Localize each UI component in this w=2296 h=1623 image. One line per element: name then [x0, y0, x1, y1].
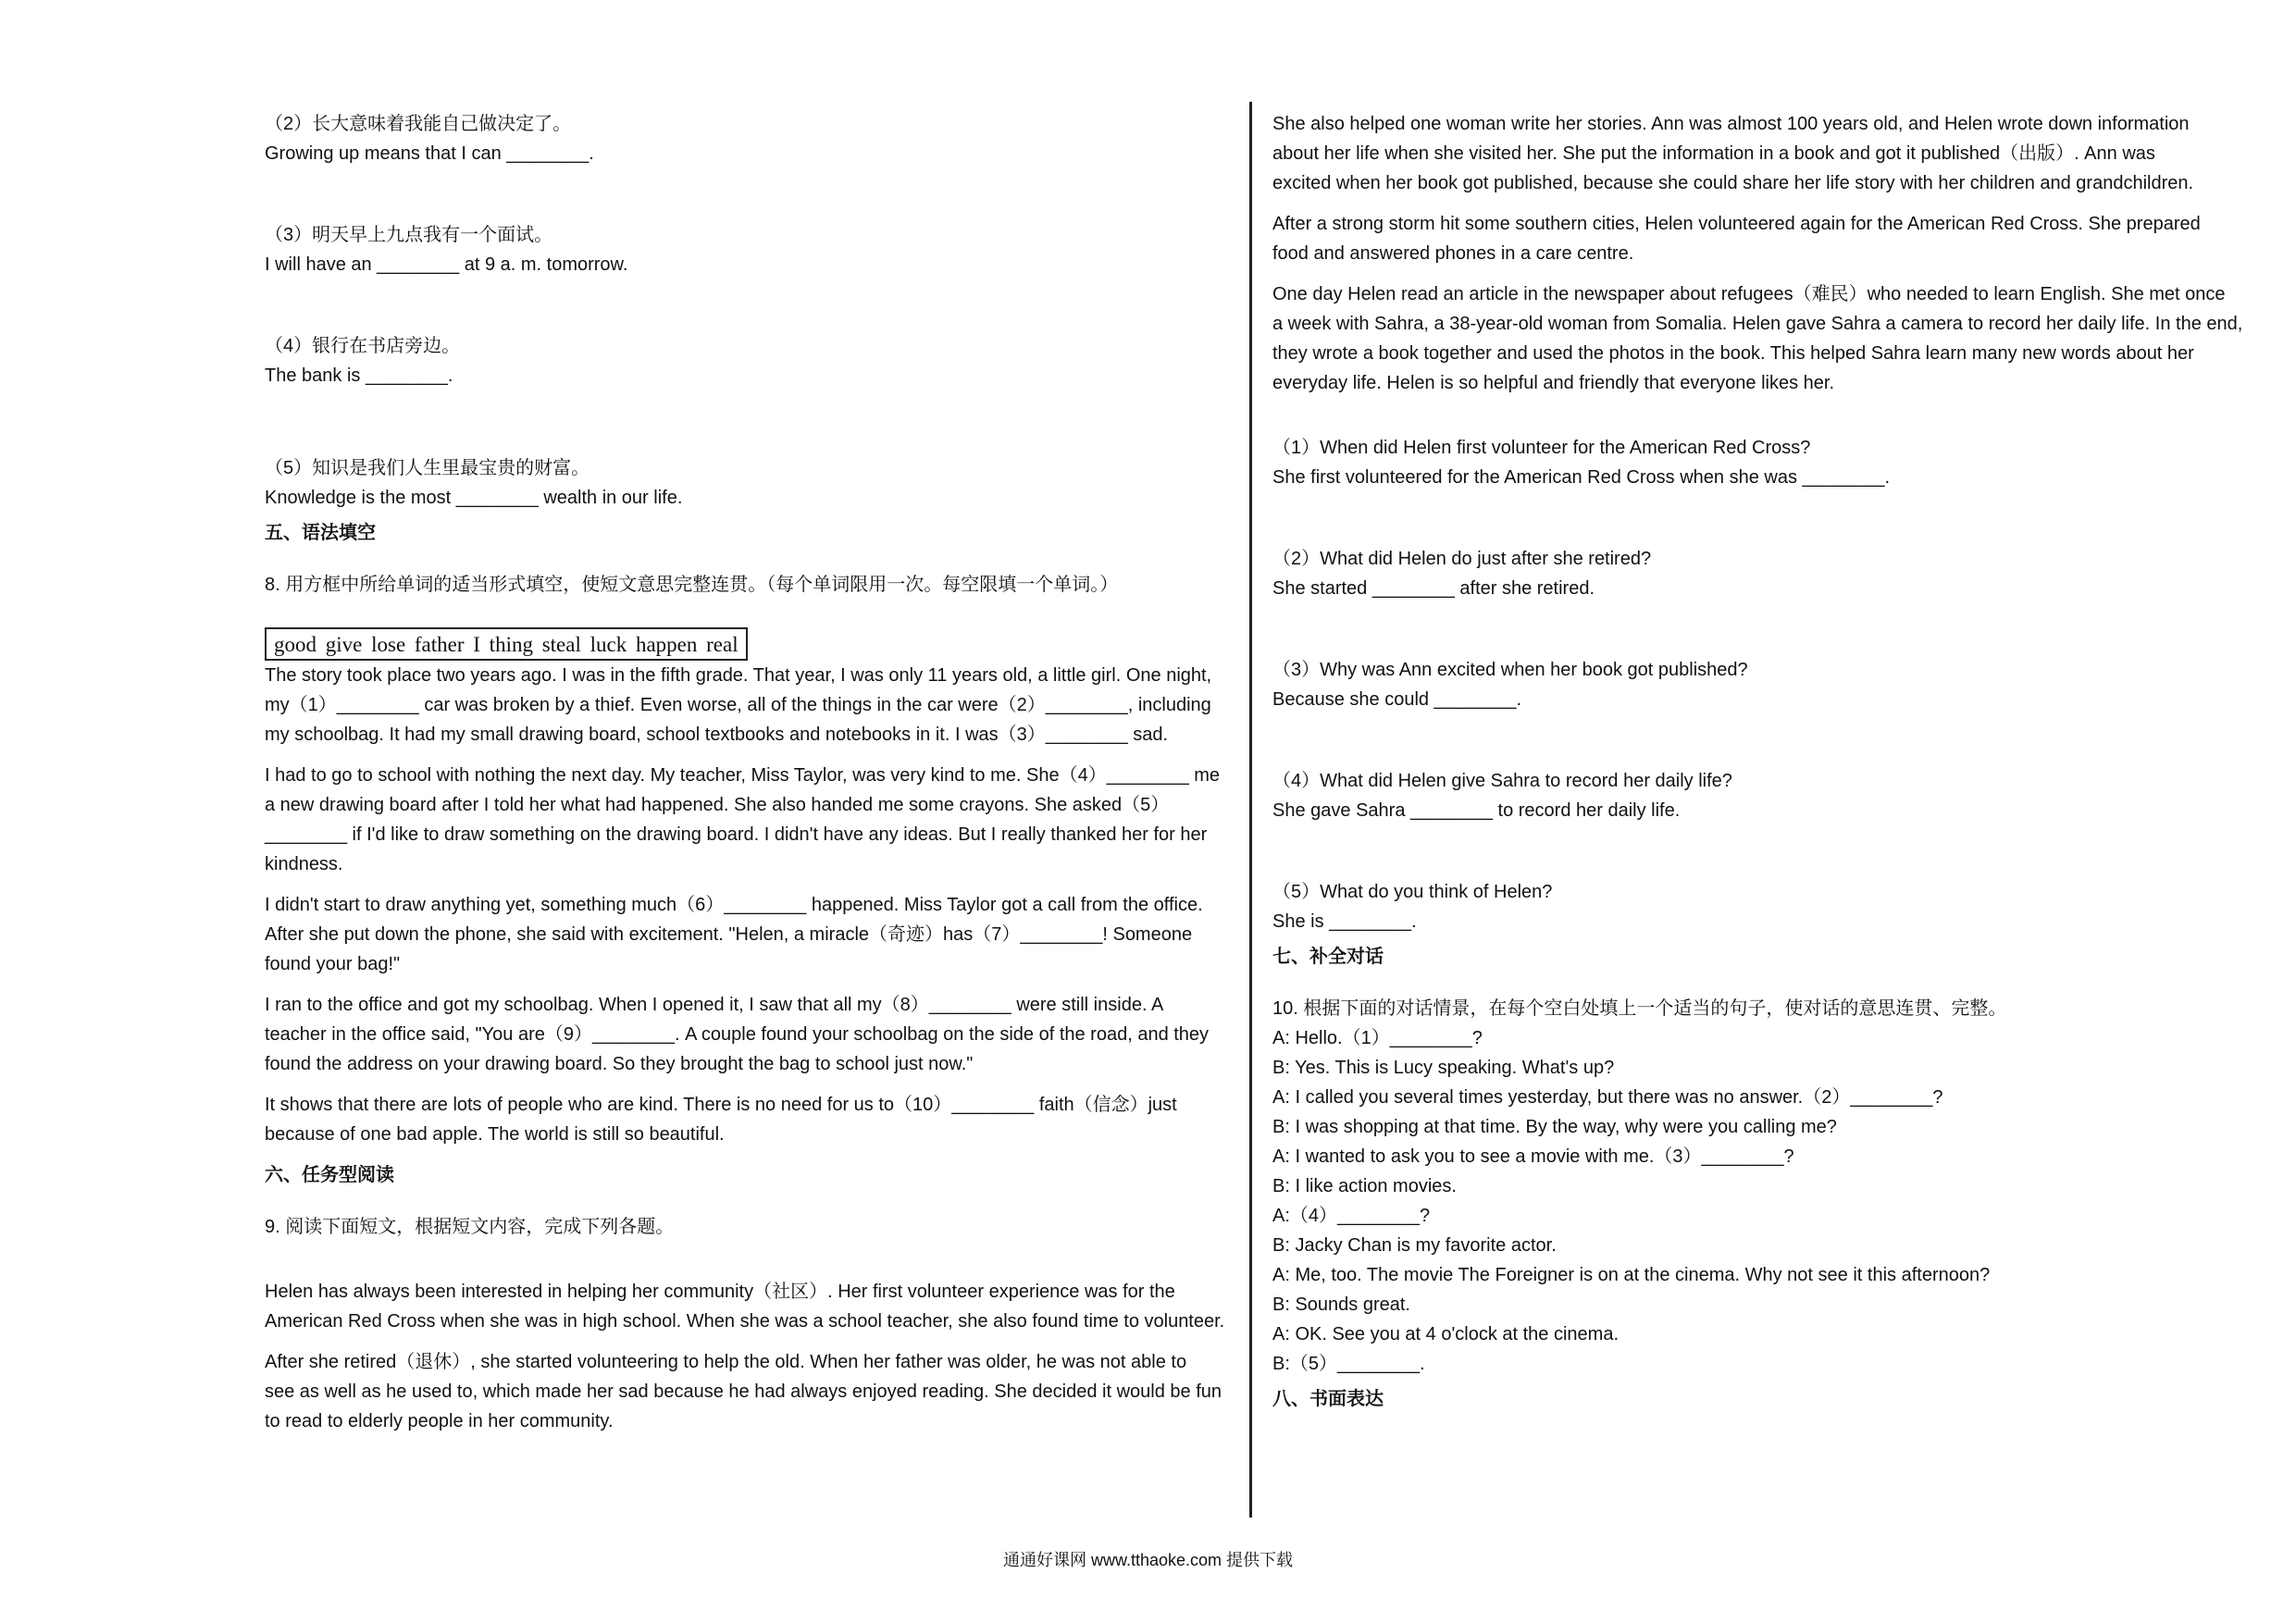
text-line: found your bag!"	[265, 954, 401, 974]
text-line: Helen has always been interested in helping her community（社区）. Her first volunteer experience was for the	[265, 1282, 1175, 1302]
q9-question-1	[1272, 433, 2249, 492]
q8-paragraph-1	[265, 661, 1227, 750]
dialogue	[1272, 1023, 2249, 1379]
answer-line: She started ________ after she retired.	[1272, 578, 1595, 599]
text-line: One day Helen read an article in the newspaper about refugees（难民）who needed to learn English. She met once	[1272, 284, 2226, 304]
q7-item-4-english: The bank is ________.	[265, 365, 453, 386]
q9-question-3	[1272, 655, 2249, 714]
q7-item-5-english: Knowledge is the most ________ wealth in our life.	[265, 488, 683, 508]
text-line: After she put down the phone, she said with excitement. "Helen, a miracle（奇迹）has（7）________! Someone	[265, 924, 1193, 945]
q8-paragraph-4	[265, 990, 1227, 1079]
left-column	[265, 109, 1227, 1447]
q10-instruction: 10. 根据下面的对话情景，在每个空白处填上一个适当的句子，使对话的意思连贯、完整。	[1272, 998, 2007, 1019]
q9-question-4	[1272, 766, 2249, 825]
text-line: because of one bad apple. The world is still so beautiful.	[265, 1124, 725, 1145]
dialogue-line: B: Jacky Chan is my favorite actor.	[1272, 1235, 1557, 1256]
dialogue-line: B: I was shopping at that time. By the way, why were you calling me?	[1272, 1117, 1837, 1137]
q7-item-5	[265, 453, 1227, 513]
text-line: I ran to the office and got my schoolbag. When I opened it, I saw that all my（8）________ were still inside. A	[265, 995, 1164, 1015]
dialogue-line: B:（5）________.	[1272, 1354, 1425, 1374]
text-line: to read to elderly people in her community.	[265, 1411, 614, 1431]
dialogue-line: B: I like action movies.	[1272, 1176, 1457, 1196]
section-5-heading: 五、语法填空	[265, 523, 376, 543]
q7-item-2-chinese: （2）长大意味着我能自己做决定了。	[265, 114, 572, 134]
q9-question-2	[1272, 544, 2249, 603]
answer-line: Because she could ________.	[1272, 689, 1522, 710]
text-line: excited when her book got published, because she could share her life story with her children and grandchildren.	[1272, 173, 2194, 193]
q9-paragraph-2	[265, 1347, 1227, 1436]
text-line: my schoolbag. It had my small drawing board, school textbooks and notebooks in it. I was（3）________ sad.	[265, 725, 1169, 745]
section-8-heading: 八、书面表达	[1272, 1389, 1384, 1409]
dialogue-line: A:（4）________?	[1272, 1206, 1431, 1226]
text-line: food and answered phones in a care centre.	[1272, 243, 1634, 264]
q7-item-2-english: Growing up means that I can ________.	[265, 143, 594, 164]
q9-paragraph-4	[1272, 209, 2249, 268]
text-line: The story took place two years ago. I was in the fifth grade. That year, I was only 11 years old, a little girl. One night,	[265, 665, 1212, 686]
text-line: ________ if I'd like to draw something on the drawing board. I didn't have any ideas. But I really thanked her for her	[265, 824, 1208, 845]
text-line: teacher in the office said, "You are（9）________. A couple found your schoolbag on the side of the road, and they	[265, 1024, 1210, 1045]
answer-line: She is ________.	[1272, 911, 1417, 932]
q9-paragraph-3	[1272, 109, 2249, 198]
dialogue-line: B: Sounds great.	[1272, 1295, 1410, 1315]
text-line: found the address on your drawing board. So they brought the bag to school just now."	[265, 1054, 974, 1074]
q9-paragraph-5	[1272, 279, 2249, 398]
q7-item-5-chinese: （5）知识是我们人生里最宝贵的财富。	[265, 458, 590, 478]
right-column	[1272, 109, 2249, 1425]
column-divider	[1249, 102, 1252, 1518]
question-text: （4）What did Helen give Sahra to record her daily life?	[1272, 771, 1732, 791]
text-line: my（1）________ car was broken by a thief. Even worse, all of the things in the car were（2）________, including	[265, 695, 1211, 715]
page-footer: 通通好课网 www.tthaoke.com 提供下载	[1002, 1551, 1294, 1569]
text-line: everyday life. Helen is so helpful and friendly that everyone likes her.	[1272, 373, 1835, 393]
text-line: After she retired（退休）, she started volunteering to help the old. When her father was older, he was not able to	[265, 1352, 1187, 1372]
question-text: （1）When did Helen first volunteer for the American Red Cross?	[1272, 438, 1811, 458]
answer-line: She first volunteered for the American Red Cross when she was ________.	[1272, 467, 1891, 488]
text-line: I didn't start to draw anything yet, something much（6）________ happened. Miss Taylor got a call from the office.	[265, 895, 1203, 915]
dialogue-line: A: Hello.（1）________?	[1272, 1028, 1483, 1048]
dialogue-line: B: Yes. This is Lucy speaking. What's up?	[1272, 1058, 1615, 1078]
text-line: a week with Sahra, a 38-year-old woman from Somalia. Helen gave Sahra a camera to record her daily life. In the end,	[1272, 314, 2243, 334]
question-text: （5）What do you think of Helen?	[1272, 882, 1553, 902]
q7-item-3	[265, 220, 1227, 279]
q7-item-2	[265, 109, 1227, 168]
question-text: （2）What did Helen do just after she retired?	[1272, 549, 1652, 569]
q7-item-4	[265, 331, 1227, 390]
dialogue-line: A: I wanted to ask you to see a movie with me.（3）________?	[1272, 1146, 1794, 1167]
text-line: American Red Cross when she was in high school. When she was a school teacher, she also found time to volunteer.	[265, 1311, 1225, 1332]
text-line: a new drawing board after I told her what had happened. She also handed me some crayons. She asked（5）	[265, 795, 1170, 815]
section-7-heading: 七、补全对话	[1272, 947, 1384, 967]
q8-instruction: 8. 用方框中所给单词的适当形式填空，使短文意思完整连贯。（每个单词限用一次。每空限填一个单词。）	[265, 575, 1119, 595]
text-line: kindness.	[265, 854, 343, 874]
q8-paragraph-5	[265, 1090, 1227, 1149]
text-line: they wrote a book together and used the photos in the book. This helped Sahra learn many new words about her	[1272, 343, 2194, 364]
text-line: I had to go to school with nothing the next day. My teacher, Miss Taylor, was very kind to me. She（4）________ me	[265, 765, 1221, 786]
q7-item-3-english: I will have an ________ at 9 a. m. tomorrow.	[265, 254, 628, 275]
q9-question-5	[1272, 877, 2249, 936]
q7-item-4-chinese: （4）银行在书店旁边。	[265, 336, 461, 356]
question-text: （3）Why was Ann excited when her book got published?	[1272, 660, 1748, 680]
q9-instruction: 9. 阅读下面短文，根据短文内容，完成下列各题。	[265, 1217, 675, 1237]
text-line: see as well as he used to, which made her sad because he had always enjoyed reading. She decided it would be fun	[265, 1381, 1222, 1402]
dialogue-line: A: OK. See you at 4 o'clock at the cinema.	[1272, 1324, 1620, 1344]
section-6-heading: 六、任务型阅读	[265, 1165, 394, 1185]
dialogue-line: A: Me, too. The movie The Foreigner is on at the cinema. Why not see it this afternoon?	[1272, 1265, 1991, 1285]
text-line: After a strong storm hit some southern cities, Helen volunteered again for the American Red Cross. She prepared	[1272, 214, 2201, 234]
text-line: She also helped one woman write her stories. Ann was almost 100 years old, and Helen wrote down information	[1272, 114, 2190, 134]
text-line: It shows that there are lots of people who are kind. There is no need for us to（10）________ faith（信念）just	[265, 1095, 1177, 1115]
q8-paragraph-2	[265, 761, 1227, 879]
word-bank-box: good give lose father I thing steal luck happen real	[265, 627, 748, 661]
q8-paragraph-3	[265, 890, 1227, 979]
text-line: about her life when she visited her. She put the information in a book and got it published（出版）. Ann was	[1272, 143, 2155, 164]
dialogue-line: A: I called you several times yesterday, but there was no answer.（2）________?	[1272, 1087, 1943, 1108]
q7-item-3-chinese: （3）明天早上九点我有一个面试。	[265, 225, 553, 245]
answer-line: She gave Sahra ________ to record her daily life.	[1272, 800, 1681, 821]
q9-paragraph-1	[265, 1277, 1227, 1336]
